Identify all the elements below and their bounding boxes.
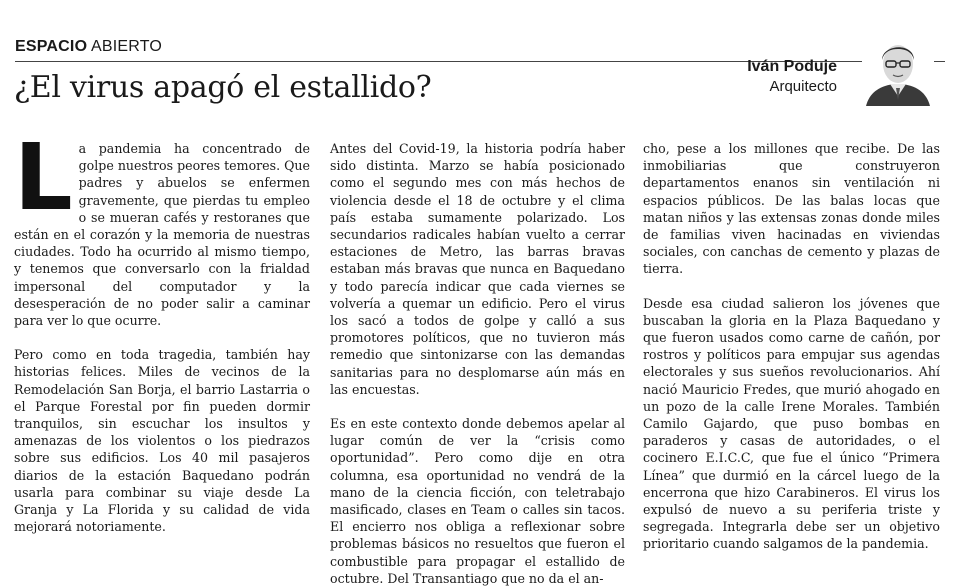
author-role: Arquitecto xyxy=(769,78,837,95)
paragraph-1 xyxy=(14,124,310,329)
paragraph-5: cho, pese a los millones que recibe. De las inmobiliarias que construyeron departamentos enanos sin ventilación ni espacios públicos. De las balas locas que matan niños y las extensas zonas donde miles de familias viven hacinadas en viviendas sociales, con canchas de cemento y plazas de tierra. xyxy=(643,141,940,277)
article-column-2 xyxy=(330,140,625,586)
section-label-rest: ABIERTO xyxy=(87,38,163,55)
paragraph-6: Desde esa ciudad salieron los jóvenes que buscaban la gloria en la Plaza Baquedano y que fueron usados como carne de cañón, por rostros y políticos para empujar sus agendas electorales y sus sueños revolucionarios. Ahí nació Mauricio Fredes, que murió ahogado en un pozo de la calle Irene Morales. También Camilo Gajardo, que puso bombas en paraderos y casas de autoridades, o el cocinero E.I.C.C, que fue el único “Primera Línea” que durmió en la cárcel luego de la encerrona que hizo Carabineros. El virus los expulsó de nuevo a su periferia triste y segregada. Integrarla debe ser un objetivo prioritario cuando salgamos de la pandemia. xyxy=(643,295,940,552)
author-portrait xyxy=(862,34,934,106)
section-label xyxy=(15,38,162,56)
article-column-3 xyxy=(643,140,940,552)
paragraph-3: Antes del Covid-19, la historia podría haber sido distinta. Marzo se había posicionado como el segundo mes con más hechos de violencia desde el 18 de octubre y el clima país estaba sumamente polarizado. Los secundarios radicales habían vuelto a cerrar estaciones de Metro, las barras bravas estaban más bravas que nunca en Baquedano y todo parecía indicar que cada viernes se volvería a quemar un edificio. Pero el virus los sacó a todos de golpe y calló a sus promotores políticos, que no tuvieron más remedio que sintonizarse con las demandas sanitarias para no desplomarse aún más en las encuestas. xyxy=(330,141,625,397)
article-headline: ¿El virus apagó el estallido? xyxy=(14,70,432,105)
article-column-1 xyxy=(14,124,310,535)
paragraph-4: Es en este contexto donde debemos apelar al lugar común de ver la “crisis como oportunidad”. Pero como dije en otra columna, esa oportunidad no vendrá de la mano de la ciencia ficción, con teletrabajo masificado, clases en Team o calles sin tacos. El encierro nos obliga a reflexionar sobre problemas básicos no resueltos que fueron el combustible para propagar el estallido de octubre. Del Transantiago que no da el an- xyxy=(330,416,625,586)
author-name: Iván Poduje xyxy=(747,58,837,75)
author-byline xyxy=(747,58,837,95)
paragraph-2: Pero como en toda tragedia, también hay historias felices. Miles de vecinos de la Remodelación San Borja, el barrio Lastarria o el Parque Forestal por fin pueden dormir tranquilos, sin escuchar los insultos y amenazas de los violentos o los piedrazos sobre sus edificios. Los 40 mil pasajeros diarios de la estación Baquedano podrán usarla para combinar su viaje desde La Granja y La Florida y su calidad de vida mejorará notoriamente. xyxy=(14,347,310,535)
section-label-bold: ESPACIO xyxy=(15,38,88,55)
paragraph-1-text: a pandemia ha concentrado de golpe nuestros peores temores. Que padres y abuelos se enfermen gravemente, que pierdas tu empleo o se mueran cafés y restoranes que están en el corazón y la memoria de nuestras ciudades. Todo ha ocurrido al mismo tiempo, y tenemos que conversarlo con la frialdad impersonal del computador y la desesperación de no poder salir a caminar para ver lo que ocurre. xyxy=(14,141,310,329)
drop-cap: L xyxy=(14,124,73,231)
